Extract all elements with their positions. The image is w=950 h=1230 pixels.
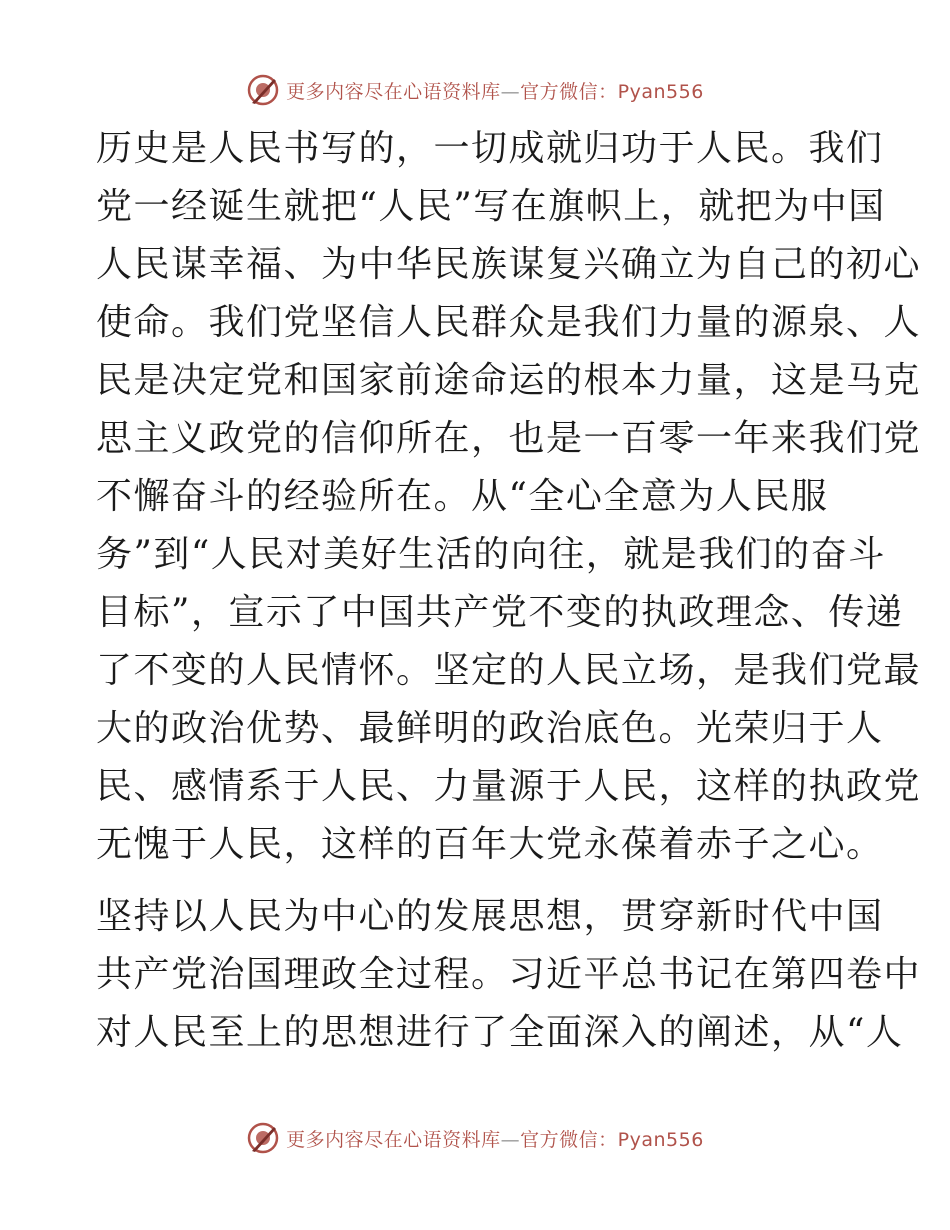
text-line: 历史是人民书写的，一切成就归功于人民。我们 — [96, 128, 884, 169]
text-line: 共产党治国理政全过程。习近平总书记在第四卷中 — [96, 954, 922, 995]
footer-separator: — — [500, 1128, 521, 1151]
header-separator: — — [500, 80, 521, 103]
header-contact: 官方微信：Pyan556 — [520, 80, 704, 103]
text-line: 不懈奋斗的经验所在。从“全心全意为人民服 — [96, 476, 829, 517]
text-line: 思主义政党的信仰所在，也是一百零一年来我们党 — [96, 418, 922, 459]
paragraph-spacer — [96, 874, 856, 888]
text-line: 党一经诞生就把“人民”写在旗帜上，就把为中国 — [96, 186, 886, 227]
text-line: 大的政治优势、最鲜明的政治底色。光荣归于人 — [96, 708, 884, 749]
footer-banner — [0, 1118, 950, 1158]
quill-pen-logo-icon — [246, 73, 280, 107]
text-line: 对人民至上的思想进行了全面深入的阐述，从“人 — [96, 1012, 904, 1053]
text-line: 务”到“人民对美好生活的向往，就是我们的奋斗 — [96, 534, 886, 575]
text-line: 使命。我们党坚信人民群众是我们力量的源泉、人 — [96, 302, 922, 343]
paragraph-1 — [96, 120, 922, 874]
text-line: 人民谋幸福、为中华民族谋复兴确立为自己的初心 — [96, 244, 922, 285]
text-line: 了不变的人民情怀。坚定的人民立场，是我们党最 — [96, 650, 922, 691]
header-banner — [0, 70, 950, 110]
footer-brand: 更多内容尽在心语资料库 — [286, 1128, 501, 1151]
text-line: 坚持以人民为中心的发展思想，贯穿新时代中国 — [96, 896, 884, 937]
footer-contact: 官方微信：Pyan556 — [520, 1128, 704, 1151]
paragraph-2 — [96, 888, 922, 1062]
text-line: 目标”，宣示了中国共产党不变的执政理念、传递 — [96, 592, 904, 633]
text-line: 无愧于人民，这样的百年大党永葆着赤子之心。 — [96, 824, 884, 865]
text-line: 民是决定党和国家前途命运的根本力量，这是马克 — [96, 360, 922, 401]
text-line: 民、感情系于人民、力量源于人民，这样的执政党 — [96, 766, 922, 807]
header-text — [286, 77, 704, 104]
document-body — [96, 120, 922, 1062]
footer-text — [286, 1125, 704, 1152]
quill-pen-logo-icon — [246, 1121, 280, 1155]
header-brand: 更多内容尽在心语资料库 — [286, 80, 501, 103]
